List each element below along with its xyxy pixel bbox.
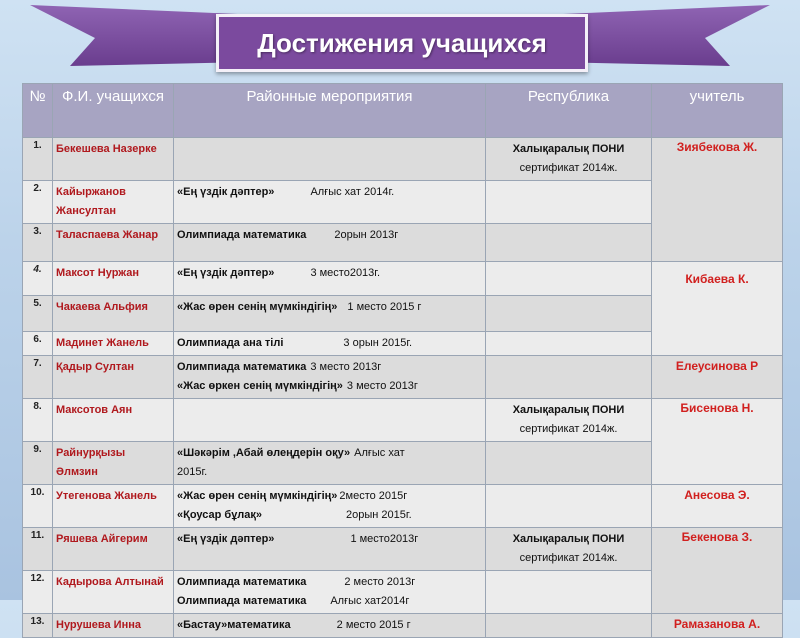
row-num: 9. bbox=[23, 442, 53, 485]
student-name: Максот Нуржан bbox=[53, 262, 174, 296]
republic-cell bbox=[486, 262, 652, 296]
table-row bbox=[23, 485, 783, 528]
district-cell bbox=[174, 296, 486, 332]
republic-cell bbox=[486, 399, 652, 442]
row-num: 2. bbox=[23, 181, 53, 224]
student-name: Таласпаева Жанар bbox=[53, 224, 174, 262]
district-cell bbox=[174, 262, 486, 296]
republic-cell bbox=[486, 614, 652, 638]
student-name: Кадырова Алтынай bbox=[53, 571, 174, 614]
event-name: «Жас өрен сенің мүмкіндігің» bbox=[177, 490, 338, 502]
republic-cell bbox=[486, 571, 652, 614]
event-name: «Шәкәрім ,Абай өлеңдерін оқу» bbox=[177, 447, 351, 459]
row-num: 3. bbox=[23, 224, 53, 262]
student-name: Нурушева Инна bbox=[53, 614, 174, 638]
event-name: Олимпиада математика bbox=[177, 229, 307, 241]
event-name: Олимпиада ана тілі bbox=[177, 337, 284, 349]
student-name: Қадыр Султан bbox=[53, 356, 174, 399]
table-row bbox=[23, 262, 783, 296]
event-result: 2015г. bbox=[177, 466, 208, 478]
event-name: «Ең үздік дәптер» bbox=[177, 533, 275, 545]
event-result: 2 место 2013г bbox=[344, 576, 416, 588]
title-banner bbox=[216, 14, 588, 72]
district-cell bbox=[174, 614, 486, 638]
event-name: Олимпиада математика bbox=[177, 576, 307, 588]
republic-award: Халықаралық ПОНИ bbox=[512, 533, 625, 545]
row-num: 1. bbox=[23, 138, 53, 181]
teacher-cell: Зиябекова Ж. bbox=[652, 138, 783, 262]
district-cell bbox=[174, 332, 486, 356]
row-num: 11. bbox=[23, 528, 53, 571]
header-republic: Республика bbox=[486, 84, 652, 138]
event-name: «Жас өрен сенің мүмкіндігің» bbox=[177, 301, 338, 313]
student-name: Утегенова Жанель bbox=[53, 485, 174, 528]
district-cell bbox=[174, 442, 486, 485]
row-num: 8. bbox=[23, 399, 53, 442]
republic-cell bbox=[486, 528, 652, 571]
student-name: Максотов Аян bbox=[53, 399, 174, 442]
republic-award-detail: сертификат 2014ж. bbox=[519, 423, 618, 435]
achievements-table bbox=[22, 83, 783, 638]
district-cell bbox=[174, 399, 486, 442]
event-name: «Қоусар бұлақ» bbox=[177, 509, 263, 521]
teacher-cell: Рамазанова А. bbox=[652, 614, 783, 638]
event-result: Алғыс хат2014г bbox=[330, 595, 410, 607]
student-name: Ряшева Айгерим bbox=[53, 528, 174, 571]
event-result: 2орын 2015г. bbox=[346, 509, 412, 521]
republic-award-detail: сертификат 2014ж. bbox=[519, 162, 618, 174]
republic-cell bbox=[486, 356, 652, 399]
event-name: Олимпиада математика bbox=[177, 595, 307, 607]
event-name: Олимпиада математика bbox=[177, 361, 307, 373]
teacher-cell: Бисенова Н. bbox=[652, 399, 783, 485]
event-result: 3 орын 2015г. bbox=[343, 337, 413, 349]
district-cell bbox=[174, 528, 486, 571]
event-result: 1 место 2015 г bbox=[347, 301, 422, 313]
republic-cell bbox=[486, 296, 652, 332]
table-header-row bbox=[23, 84, 783, 138]
row-num: 6. bbox=[23, 332, 53, 356]
district-cell bbox=[174, 485, 486, 528]
student-name: Мадинет Жанель bbox=[53, 332, 174, 356]
row-num: 7. bbox=[23, 356, 53, 399]
teacher-cell: Елеусинова Р bbox=[652, 356, 783, 399]
event-result: 1 место2013г bbox=[350, 533, 419, 545]
page-title: Достижения учащихся bbox=[257, 27, 547, 58]
row-num: 12. bbox=[23, 571, 53, 614]
republic-award: Халықаралық ПОНИ bbox=[512, 143, 625, 155]
republic-cell bbox=[486, 485, 652, 528]
republic-award: Халықаралық ПОНИ bbox=[512, 404, 625, 416]
student-name: Кайыржанов Жансултан bbox=[53, 181, 174, 224]
table-row bbox=[23, 138, 783, 181]
event-result: 3 место 2013г bbox=[346, 380, 418, 392]
teacher-cell: Анесова Э. bbox=[652, 485, 783, 528]
table-row bbox=[23, 356, 783, 399]
event-result: 2место 2015г bbox=[339, 490, 408, 502]
republic-cell bbox=[486, 138, 652, 181]
student-name: Чакаева Альфия bbox=[53, 296, 174, 332]
republic-cell bbox=[486, 332, 652, 356]
district-cell bbox=[174, 356, 486, 399]
student-name: Райнурқызы Әлмзин bbox=[53, 442, 174, 485]
district-cell bbox=[174, 138, 486, 181]
teacher-cell: Бекенова З. bbox=[652, 528, 783, 614]
header-num: № bbox=[23, 84, 53, 138]
event-name: «Жас өркен сенің мүмкіндігің» bbox=[177, 380, 343, 392]
header-teacher: учитель bbox=[652, 84, 783, 138]
district-cell bbox=[174, 224, 486, 262]
teacher-cell: Кибаева К. bbox=[652, 262, 783, 356]
table-row bbox=[23, 399, 783, 442]
district-cell bbox=[174, 181, 486, 224]
republic-cell bbox=[486, 224, 652, 262]
row-num: 10. bbox=[23, 485, 53, 528]
district-cell bbox=[174, 571, 486, 614]
event-result: 2орын 2013г bbox=[334, 229, 399, 241]
republic-award-detail: сертификат 2014ж. bbox=[519, 552, 618, 564]
event-result: 3 место2013г. bbox=[310, 267, 381, 279]
event-result: 2 место 2015 г bbox=[336, 619, 411, 631]
row-num: 4. bbox=[23, 262, 53, 296]
republic-cell bbox=[486, 442, 652, 485]
row-num: 13. bbox=[23, 614, 53, 638]
event-result: 3 место 2013г bbox=[310, 361, 382, 373]
event-name: «Бастау»математика bbox=[177, 619, 291, 631]
table-row bbox=[23, 528, 783, 571]
event-result: Алғыс хат 2014г. bbox=[310, 186, 395, 198]
event-name: «Ең үздік дәптер» bbox=[177, 186, 275, 198]
event-name: «Ең үздік дәптер» bbox=[177, 267, 275, 279]
student-name: Бекешева Назерке bbox=[53, 138, 174, 181]
row-num: 5. bbox=[23, 296, 53, 332]
event-result: Алғыс хат bbox=[354, 447, 405, 459]
republic-cell bbox=[486, 181, 652, 224]
table-row bbox=[23, 614, 783, 638]
header-district: Районные мероприятия bbox=[174, 84, 486, 138]
header-name: Ф.И. учащихся bbox=[53, 84, 174, 138]
